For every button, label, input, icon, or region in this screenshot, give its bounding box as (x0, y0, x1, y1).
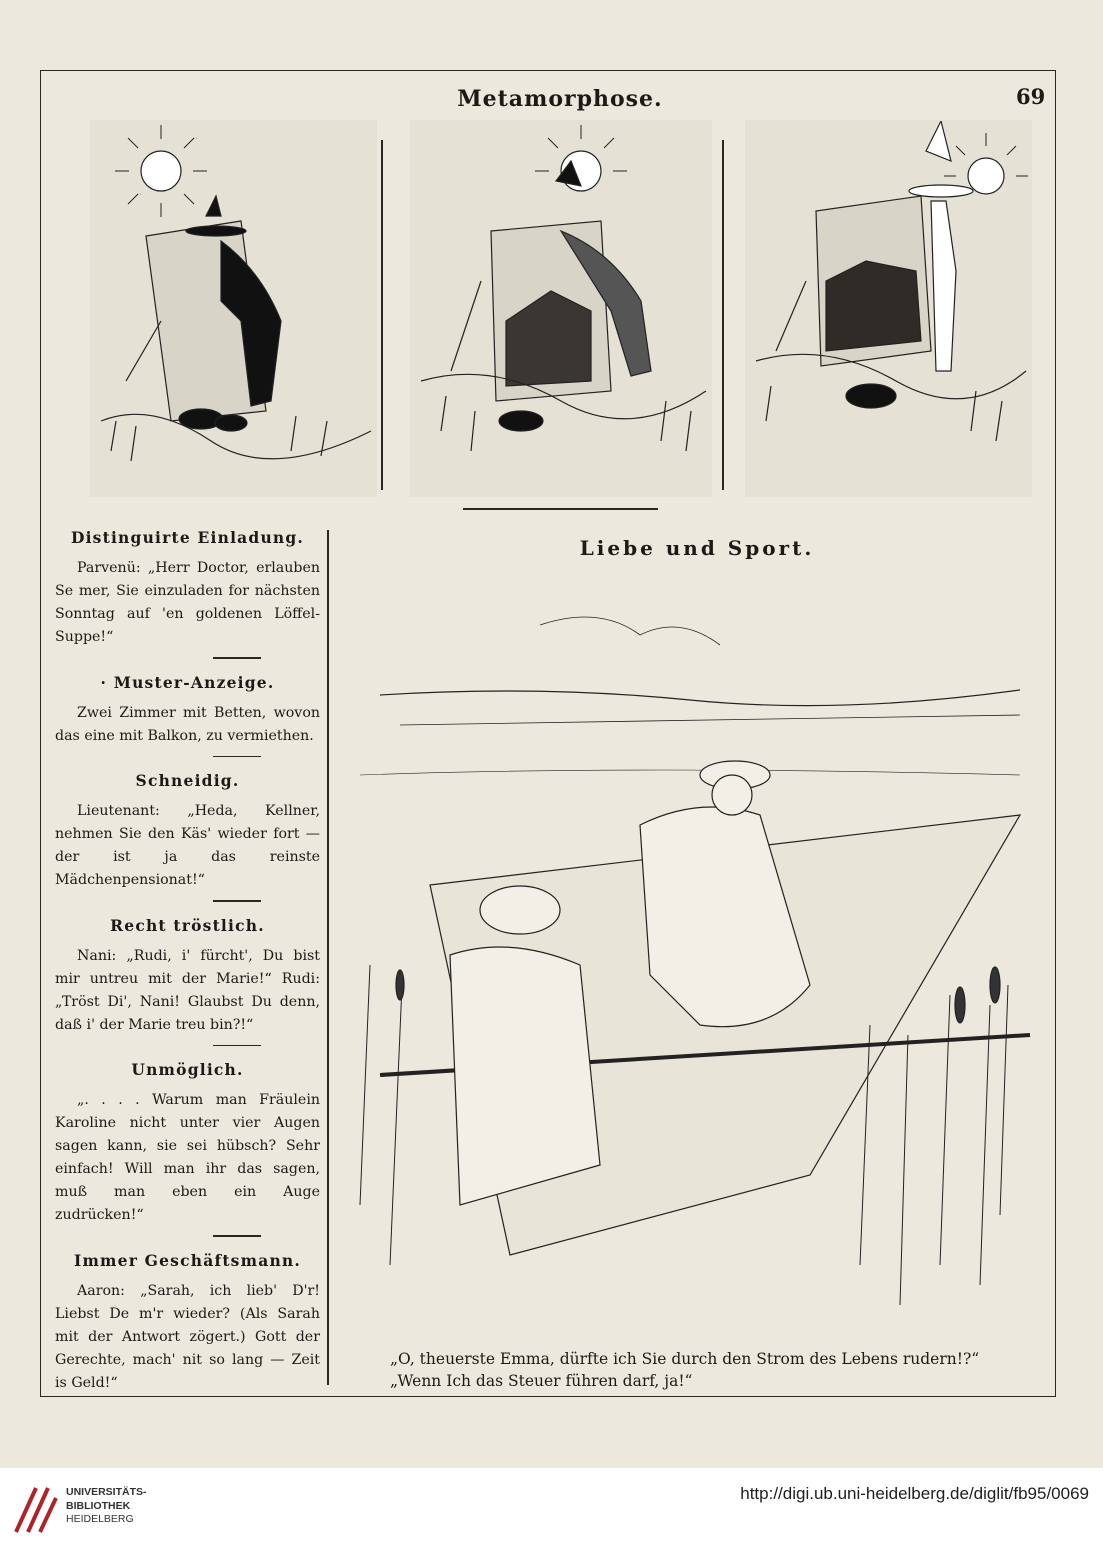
article-separator (213, 756, 261, 758)
panel-divider-1 (381, 140, 383, 490)
article-title: Schneidig. (135, 771, 240, 790)
article-recht-troestlich (55, 916, 320, 1037)
painter-illustration-3 (746, 121, 1031, 496)
caption-line-1: „O, theuerste Emma, dürfte ich Sie durch den Strom des Lebens rudern!?“ (390, 1350, 980, 1368)
article-title: Immer Geschäftsmann. (74, 1250, 301, 1270)
source-url-link[interactable]: http://digi.ub.uni-heidelberg.de/diglit/fb95/0069 (740, 1484, 1089, 1503)
painter-illustration-2 (411, 121, 711, 496)
article-separator (213, 1045, 261, 1047)
left-column (55, 528, 320, 1403)
couple-in-boat-drawing (340, 565, 1040, 1345)
painter-illustration-1 (91, 121, 376, 496)
cartoon-panel-1 (90, 120, 377, 497)
article-distinguirte-einladung (55, 528, 320, 649)
article-separator (213, 1235, 261, 1237)
library-footer (0, 1468, 1103, 1550)
article-title: Distinguirte Einladung. (70, 528, 305, 547)
cartoon-panel-2 (410, 120, 712, 497)
article-text: „. . . . Warum man Fräulein Karoline nicht unter vier Augen sagen kann, sie sei hübsch? Sehr einfach! Will man ihr das sagen, muß man eben ein Auge zudrücken!“ (55, 1092, 320, 1223)
article-title: Recht tröstlich. (110, 915, 265, 935)
article-schneidig (55, 771, 320, 892)
article-text: Nani: „Rudi, i' fürcht', Du bist mir untreu mit der Marie!“ Rudi: „Tröst Di', Nani! Glaubst Du denn, daß i' der Marie treu bin?!“ (55, 947, 320, 1033)
panel-divider-2 (722, 140, 724, 490)
article-text: Aaron: „Sarah, ich lieb' D'r! Liebst De m'r wieder? (Als Sarah mit der Antwort zögert.) Gott der Gerechte, mach' nit so lang — Zeit is Geld!“ (55, 1282, 320, 1391)
cartoon-panel-3 (745, 120, 1032, 497)
logo-line-3: HEIDELBERG (66, 1513, 134, 1525)
illustration-caption (390, 1348, 1030, 1392)
panel-bottom-rule (463, 508, 658, 510)
article-title: Unmöglich. (131, 1060, 244, 1079)
illustration-title: Liebe und Sport. (579, 536, 815, 560)
caption-line-2: „Wenn Ich das Steuer führen darf, ja!“ (390, 1372, 693, 1390)
article-title: · Muster-Anzeige. (100, 672, 275, 692)
article-text: Parvenü: „Herr Doctor, erlauben Se mer, Sie einzuladen for nächsten Sonntag auf 'en goldenen Löffel-Suppe!“ (55, 560, 320, 645)
article-muster-anzeige (55, 673, 320, 748)
article-text: Zwei Zimmer mit Betten, wovon das eine mit Balkon, zu vermiethen. (55, 704, 320, 744)
logo-line-1: UNIVERSITÄTS- (66, 1486, 147, 1498)
article-separator (213, 900, 261, 902)
column-divider (327, 530, 329, 1385)
page-number: 69 (1016, 84, 1046, 109)
article-separator (213, 657, 261, 659)
library-logo-icon (12, 1484, 58, 1536)
library-logo-text (66, 1486, 147, 1527)
article-unmoeglich (55, 1060, 320, 1227)
rowing-boat-illustration (340, 565, 1040, 1345)
logo-line-2: BIBLIOTHEK (66, 1499, 131, 1512)
article-immer-geschaeftsmann (55, 1251, 320, 1395)
article-text: Lieutenant: „Heda, Kellner, nehmen Sie den Käs' wieder fort — der ist ja das reinste Mädchenpensionat!“ (55, 803, 320, 888)
page-header-title: Metamorphose. (457, 86, 663, 112)
